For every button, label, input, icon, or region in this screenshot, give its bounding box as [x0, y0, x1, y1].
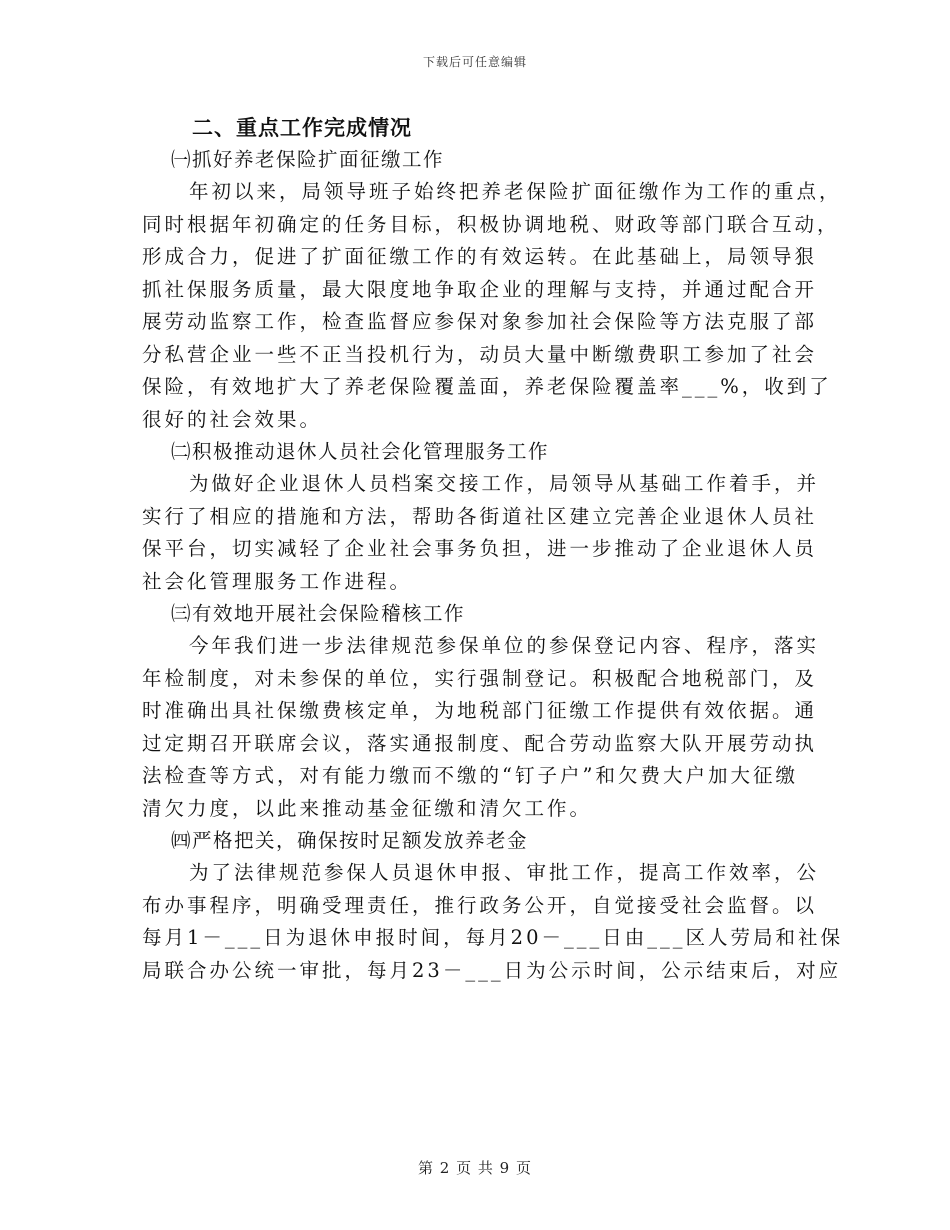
page-footer: 第 2 页 共 9 页 [418, 1159, 532, 1177]
subsection-heading-1: ㈠抓好养老保险扩面征缴工作 [171, 148, 445, 171]
paragraph-line: 布办事程序，明确受理责任，推行政务公开，自觉接受社会监督。以 [142, 893, 818, 917]
paragraph-line: 社会化管理服务工作进程。 [142, 569, 413, 593]
paragraph-line: 分私营企业一些不正当投机行为，动员大量中断缴费职工参加了社会 [142, 342, 818, 366]
paragraph-3 [142, 630, 820, 825]
paragraph-line: 清欠力度，以此来推动基金征缴和清欠工作。 [142, 796, 593, 820]
paragraph-line: 为了法律规范参保人员退休申报、审批工作，提高工作效率，公 [189, 861, 820, 884]
paragraph-line: 抓社保服务质量，最大限度地争取企业的理解与支持，并通过配合开 [142, 277, 818, 301]
paragraph-4 [142, 857, 843, 987]
paragraph-line: 同时根据年初确定的任务目标，积极协调地税、财政等部门联合互动， [142, 212, 840, 236]
section-title: 二、重点工作完成情况 [192, 116, 412, 140]
paragraph-line: 保险，有效地扩大了养老保险覆盖面，养老保险覆盖率___%，收到了 [142, 375, 832, 398]
paragraph-line: 年初以来，局领导班子始终把养老保险扩面征缴作为工作的重点， [189, 180, 842, 203]
paragraph-line: 过定期召开联席会议，落实通报制度、配合劳动监察大队开展劳动执 [142, 731, 818, 755]
paragraph-line: 时准确出具社保缴费核定单，为地税部门征缴工作提供有效依据。通 [142, 699, 818, 722]
paragraph-line: 为做好企业退休人员档案交接工作，局领导从基础工作着手，并 [189, 472, 820, 495]
paragraph-line: 形成合力，促进了扩面征缴工作的有效运转。在此基础上，局领导狠 [142, 245, 818, 268]
paragraph-line: 局联合办公统一审批，每月23－___日为公示时间，公示结束后，对应 [142, 958, 842, 982]
document-body [142, 112, 843, 987]
paragraph-line: 保平台，切实减轻了企业社会事务负担，进一步推动了企业退休人员 [142, 537, 818, 560]
paragraph-line: 今年我们进一步法律规范参保单位的参保登记内容、程序，落实 [189, 634, 820, 657]
paragraph-1 [142, 176, 842, 436]
paragraph-line: 实行了相应的措施和方法，帮助各街道社区建立完善企业退休人员社 [142, 504, 818, 528]
paragraph-line: 年检制度，对未参保的单位，实行强制登记。积极配合地税部门，及 [142, 666, 818, 690]
paragraph-2 [142, 468, 820, 598]
paragraph-line: 法检查等方式，对有能力缴而不缴的“钉子户”和欠费大户加大征缴 [142, 764, 798, 787]
page-header: 下载后可任意编辑 [422, 55, 527, 69]
paragraph-line: 展劳动监察工作，检查监督应参保对象参加社会保险等方法克服了部 [142, 310, 818, 333]
subsection-heading-2: ㈡积极推动退休人员社会化管理服务工作 [171, 440, 550, 463]
subsection-heading-4: ㈣严格把关，确保按时足额发放养老金 [171, 829, 529, 852]
paragraph-line: 很好的社会效果。 [142, 407, 323, 431]
paragraph-line: 每月1－___日为退休申报时间，每月20－___日由___区人劳局和社保 [142, 926, 843, 949]
subsection-heading-3: ㈢有效地开展社会保险稽核工作 [171, 602, 466, 625]
